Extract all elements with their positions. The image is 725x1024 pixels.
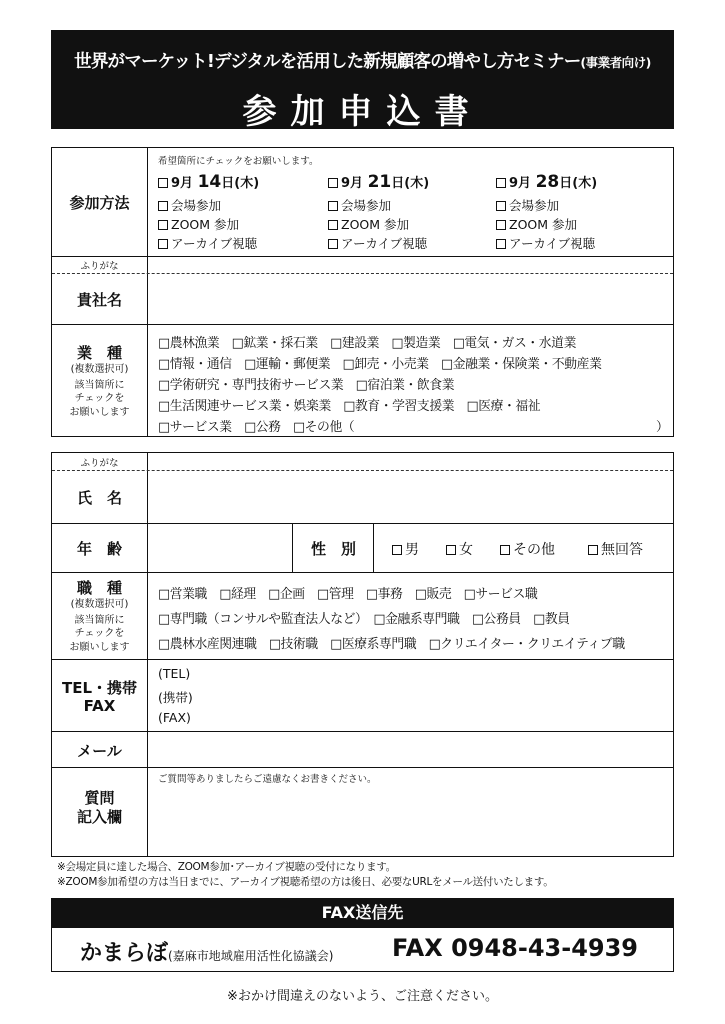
gender-other[interactable]: その他 [500,539,555,559]
organization-name: かまらぼ [80,941,169,966]
checkbox[interactable] [158,220,168,230]
occupation-label-block [52,577,147,654]
option-venue-3[interactable]: 会場参加 [496,196,559,214]
industry-row-5[interactable]: □サービス業 □公務 □その他（ [158,420,355,435]
company-furigana-input[interactable] [149,258,673,272]
occupation-row-2[interactable]: □専門職（コンサルや監査法人など） □金融系専門職 □公務員 □教員 [158,612,570,627]
question-label [52,789,147,827]
industry-row-3[interactable]: □学術研究・専門技術サービス業 □宿泊業・飲食業 [158,378,455,393]
mobile-line[interactable]: (携帯) [158,690,193,705]
checkbox[interactable] [158,201,168,211]
checkbox[interactable] [496,239,506,249]
company-label: 貴社名 [76,291,122,309]
gender-label: 性 別 [310,540,356,558]
checkbox[interactable] [392,545,402,555]
age-input[interactable] [149,525,291,571]
checkbox[interactable] [446,545,456,555]
name-furigana-label: ふりがな [80,458,119,469]
organization [80,936,333,967]
option-zoom-2[interactable]: ZOOM 参加 [328,215,409,233]
email-input[interactable] [149,733,673,766]
option-archive-2[interactable]: アーカイブ視聴 [328,234,427,252]
industry-note-4: お願いします [69,406,130,418]
checkbox[interactable] [158,178,168,188]
company-furigana-label: ふりがな [80,261,119,272]
option-archive-3[interactable]: アーカイブ視聴 [496,234,595,252]
contact-label [52,679,147,715]
occupation-row-1[interactable]: □営業職 □経理 □企画 □管理 □事務 □販売 □サービス職 [158,587,538,602]
fax-destination-bar: FAX送信先 [51,898,674,928]
fax-line[interactable]: (FAX) [158,710,191,725]
note-2: ※ZOOM参加希望の方は当日までに、アーカイブ視聴希望の方は後日、必要なURLをメール送付いたします。 [57,876,554,888]
gender-male[interactable]: 男 [392,539,419,559]
industry-note-2: 該当箇所に [74,379,125,391]
gender-no-answer[interactable]: 無回答 [588,539,643,559]
occupation-note-4: お願いします [69,641,130,653]
occupation-label: 職 種 [76,579,122,597]
date-checkbox-1[interactable]: 9月 14日(木) [158,172,259,192]
checkbox[interactable] [500,545,510,555]
option-zoom-1[interactable]: ZOOM 参加 [158,215,239,233]
industry-row-4[interactable]: □生活関連サービス業・娯楽業 □教育・学習支援業 □医療・福祉 [158,399,541,414]
seminar-title: 世界がマーケット!デジタルを活用した新規顧客の増やし方セミナー(事業者向け) [74,52,651,72]
industry-note-1: (複数選択可) [70,364,129,375]
industry-close-paren: ） [656,420,669,435]
checkbox[interactable] [328,239,338,249]
checkbox[interactable] [158,239,168,249]
email-label: メール [77,742,122,760]
checkbox[interactable] [496,220,506,230]
checkbox[interactable] [328,178,338,188]
participation-label: 参加方法 [69,194,130,212]
participation-instruction: 希望箇所にチェックをお願いします。 [158,156,319,167]
organization-sub: (嘉麻市地域雇用活性化協議会) [168,949,334,963]
name-input[interactable] [149,472,673,522]
industry-label: 業 種 [76,344,122,362]
name-furigana-input[interactable] [149,454,673,469]
seminar-title-sub: (事業者向け) [580,55,651,70]
question-label-1: 質問 [84,789,115,807]
industry-label-block [52,342,147,419]
note-1: ※会場定員に達した場合、ZOOM参加･アーカイブ視聴の受付になります。 [57,861,396,873]
question-textarea[interactable] [149,785,673,855]
fax-destination-box [51,928,674,972]
occupation-note-1: (複数選択可) [70,599,129,610]
question-label-2: 記入欄 [76,808,122,826]
industry-note-3: チェックを [74,393,125,404]
option-zoom-3[interactable]: ZOOM 参加 [496,215,577,233]
option-venue-2[interactable]: 会場参加 [328,196,391,214]
notes [57,860,697,890]
age-label: 年 齢 [76,540,122,558]
industry-row-2[interactable]: □情報・通信 □運輸・郵便業 □卸売・小売業 □金融業・保険業・不動産業 [158,357,602,372]
checkbox[interactable] [496,178,506,188]
question-hint: ご質問等ありましたらご遠慮なくお書きください。 [158,774,377,785]
industry-row-1[interactable]: □農林漁業 □鉱業・採石業 □建設業 □製造業 □電気・ガス・水道業 [158,336,576,351]
occupation-note-2: 該当箇所に [74,614,125,626]
gender-female[interactable]: 女 [446,539,473,559]
company-table [51,147,674,437]
tel-line[interactable]: (TEL) [158,666,191,681]
option-archive-1[interactable]: アーカイブ視聴 [158,234,257,252]
contact-label-2: FAX [83,697,116,715]
checkbox[interactable] [328,220,338,230]
form-header [51,30,674,132]
occupation-note-3: チェックを [74,628,125,639]
contact-label-1: TEL・携帯 [61,679,138,697]
name-label: 氏 名 [76,489,122,507]
checkbox[interactable] [328,201,338,211]
occupation-row-3[interactable]: □農林水産関連職 □技術職 □医療系専門職 □クリエイター・クリエイティブ職 [158,637,625,652]
bottom-note: ※おかけ間違えのないよう、ご注意ください。 [227,989,498,1004]
fax-number[interactable]: FAX 0948-43-4939 [392,934,638,962]
checkbox[interactable] [588,545,598,555]
date-checkbox-3[interactable]: 9月 28日(木) [496,172,597,192]
person-table [51,452,674,857]
company-name-input[interactable] [149,275,673,323]
form-title: 参加申込書 [242,92,483,132]
option-venue-1[interactable]: 会場参加 [158,196,221,214]
checkbox[interactable] [496,201,506,211]
date-checkbox-2[interactable]: 9月 21日(木) [328,172,429,192]
